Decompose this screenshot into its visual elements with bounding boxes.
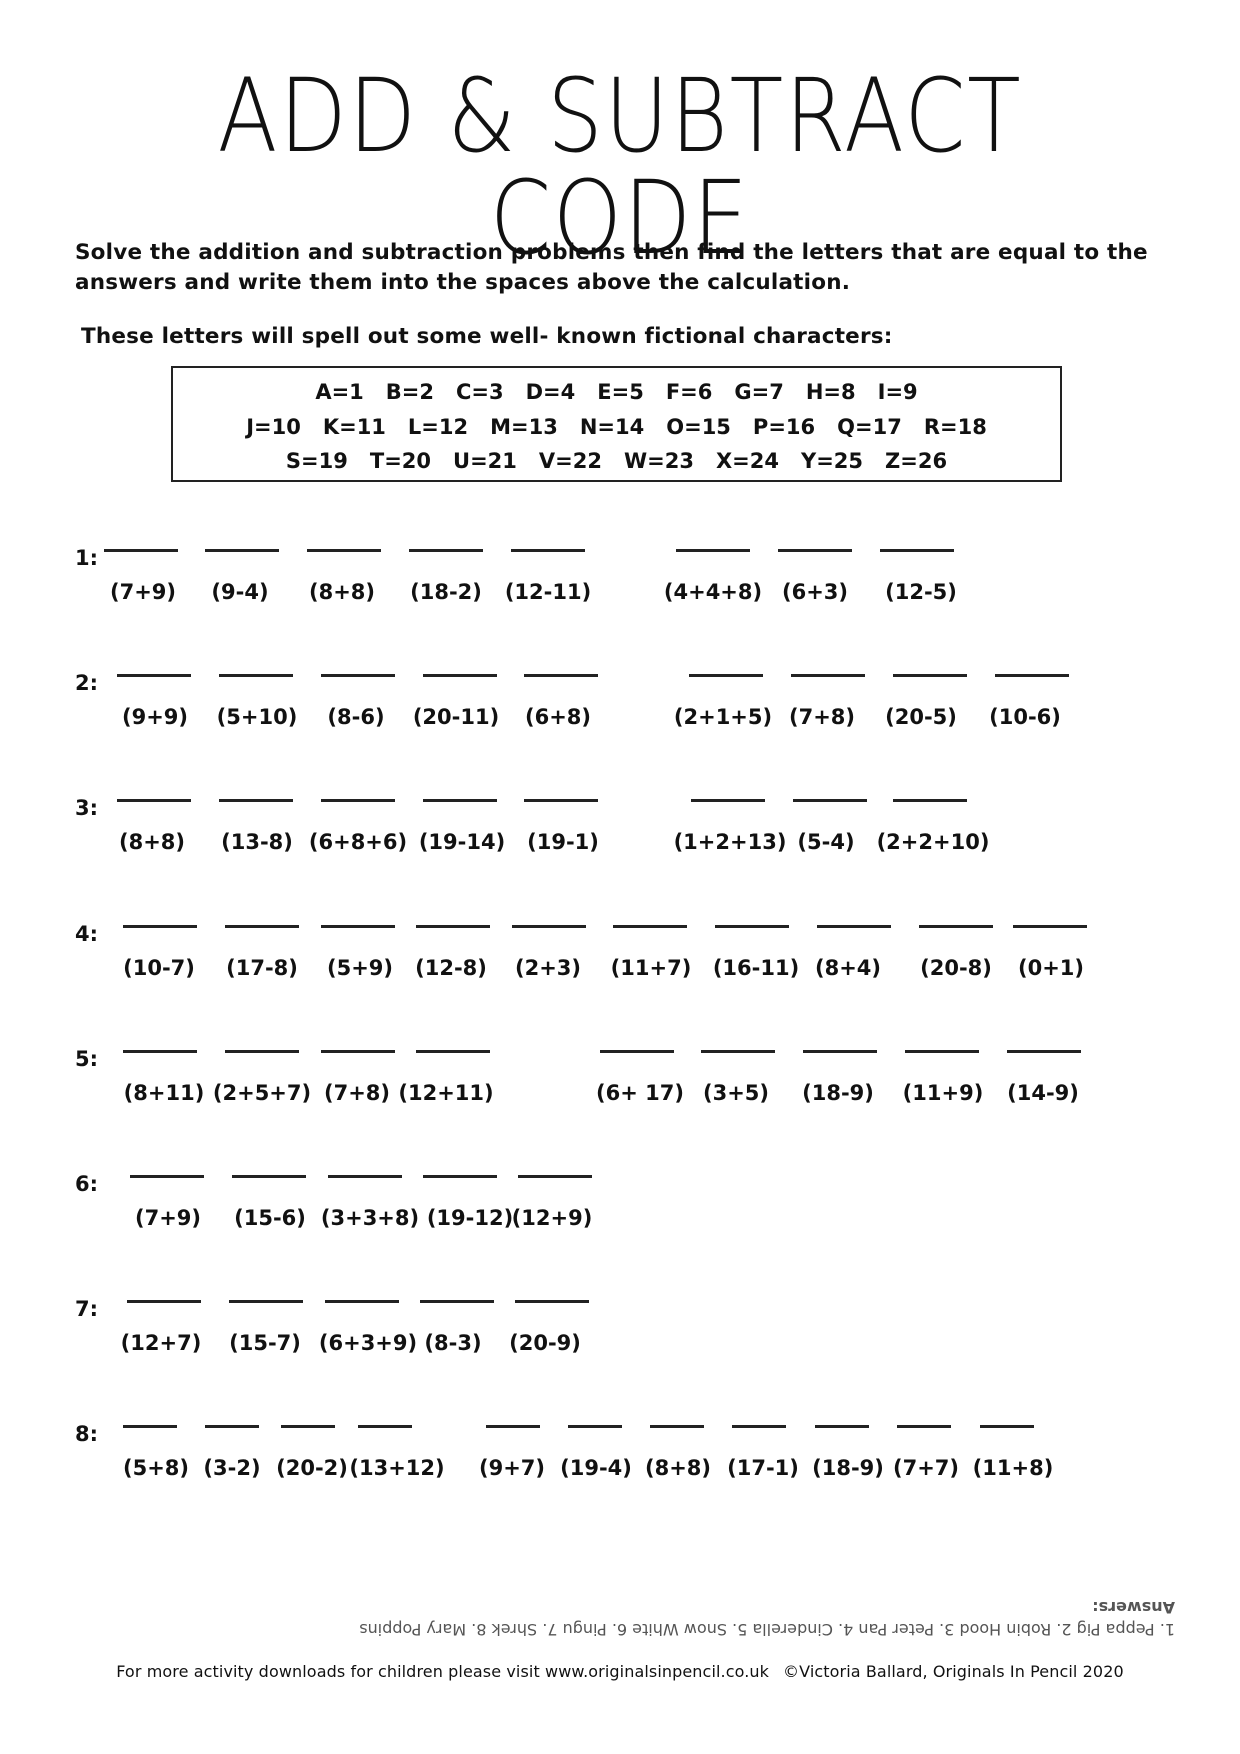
problem-number: 1: xyxy=(75,546,99,570)
calculation: (8+4) xyxy=(814,956,882,980)
answer-blank[interactable] xyxy=(321,925,395,928)
calculation: (7+8) xyxy=(323,1081,391,1105)
calculation: (19-12) xyxy=(426,1206,514,1230)
calculation: (12-11) xyxy=(504,580,592,604)
answer-blank[interactable] xyxy=(817,925,891,928)
key-entry: O=15 xyxy=(666,415,731,439)
calculation: (19-14) xyxy=(418,830,506,854)
calculation: (20-5) xyxy=(885,705,957,729)
answer-blank[interactable] xyxy=(995,674,1069,677)
answer-blank[interactable] xyxy=(281,1425,335,1428)
calculation: (1+2+13) xyxy=(673,830,787,854)
answers-upside-down xyxy=(220,1596,1175,1640)
calculation: (3+5) xyxy=(702,1081,770,1105)
answer-blank[interactable] xyxy=(104,549,178,552)
answer-blank[interactable] xyxy=(123,925,197,928)
key-entry: H=8 xyxy=(805,380,856,404)
calculation: (6+3) xyxy=(781,580,849,604)
answer-blank[interactable] xyxy=(893,799,967,802)
key-entry: I=9 xyxy=(877,380,918,404)
answer-blank[interactable] xyxy=(219,674,293,677)
answers-text: 1. Peppa Pig 2. Robin Hood 3. Peter Pan 4. Cinderella 5. Snow White 6. Pingu 7. Shrek 8. Mary Poppins xyxy=(359,1620,1175,1639)
footer-copyright: ©Victoria Ballard, Originals In Pencil 2020 xyxy=(783,1662,1124,1681)
problem-4 xyxy=(0,922,1240,1015)
key-entry: E=5 xyxy=(597,380,644,404)
calculation: (15-6) xyxy=(234,1206,306,1230)
calculation: (17-1) xyxy=(727,1456,799,1480)
answer-blank[interactable] xyxy=(486,1425,540,1428)
calculation: (13+12) xyxy=(349,1456,445,1480)
key-entry: A=1 xyxy=(315,380,364,404)
key-entry: C=3 xyxy=(456,380,504,404)
answer-blank[interactable] xyxy=(232,1175,306,1178)
calculation: (12+9) xyxy=(511,1206,593,1230)
calculation: (12-8) xyxy=(415,956,487,980)
key-entry: B=2 xyxy=(385,380,434,404)
calculation: (11+9) xyxy=(902,1081,984,1105)
worksheet-title: ADD & SUBTRACT CODE xyxy=(217,57,1023,278)
calculation: (7+7) xyxy=(892,1456,960,1480)
key-entry: S=19 xyxy=(285,449,348,473)
calculation: (5+10) xyxy=(216,705,298,729)
answer-blank[interactable] xyxy=(980,1425,1034,1428)
answer-blank[interactable] xyxy=(409,549,483,552)
calculation: (20-9) xyxy=(509,1331,581,1355)
calculation: (8-3) xyxy=(424,1331,482,1355)
answer-blank[interactable] xyxy=(650,1425,704,1428)
answer-blank[interactable] xyxy=(897,1425,951,1428)
calculation: (5+9) xyxy=(326,956,394,980)
calculation: (13-8) xyxy=(221,830,293,854)
answer-blank[interactable] xyxy=(328,1175,402,1178)
answer-blank[interactable] xyxy=(880,549,954,552)
problem-1 xyxy=(0,546,1240,639)
answer-blank[interactable] xyxy=(791,674,865,677)
calculation: (5-4) xyxy=(797,830,855,854)
key-entry: Z=26 xyxy=(885,449,948,473)
answer-blank[interactable] xyxy=(307,549,381,552)
key-row-2 xyxy=(173,412,1060,442)
calculation: (8-6) xyxy=(327,705,385,729)
problem-number: 2: xyxy=(75,671,99,695)
answer-blank[interactable] xyxy=(515,1300,589,1303)
calculation: (10-7) xyxy=(123,956,195,980)
answer-blank[interactable] xyxy=(524,799,598,802)
answer-blank[interactable] xyxy=(416,1050,490,1053)
calculation: (12+11) xyxy=(398,1081,494,1105)
answer-blank[interactable] xyxy=(321,674,395,677)
calculation: (8+11) xyxy=(123,1081,205,1105)
calculation: (12+7) xyxy=(120,1331,202,1355)
answer-blank[interactable] xyxy=(117,799,191,802)
key-entry: N=14 xyxy=(579,415,645,439)
calculation: (6+3+9) xyxy=(318,1331,418,1355)
answer-blank[interactable] xyxy=(905,1050,979,1053)
answer-blank[interactable] xyxy=(893,674,967,677)
answer-blank[interactable] xyxy=(803,1050,877,1053)
problem-3 xyxy=(0,796,1240,889)
answer-blank[interactable] xyxy=(1007,1050,1081,1053)
footer xyxy=(0,1661,1240,1683)
problem-2 xyxy=(0,671,1240,764)
calculation: (2+2+10) xyxy=(876,830,990,854)
calculation: (5+8) xyxy=(122,1456,190,1480)
key-entry: W=23 xyxy=(623,449,694,473)
calculation: (9+7) xyxy=(478,1456,546,1480)
answer-blank[interactable] xyxy=(127,1300,201,1303)
answer-blank[interactable] xyxy=(219,799,293,802)
calculation: (11+7) xyxy=(610,956,692,980)
key-entry: F=6 xyxy=(665,380,713,404)
answer-blank[interactable] xyxy=(423,674,497,677)
answer-blank[interactable] xyxy=(732,1425,786,1428)
answer-blank[interactable] xyxy=(676,549,750,552)
calculation: (18-2) xyxy=(410,580,482,604)
problem-number: 7: xyxy=(75,1297,99,1321)
calculation: (9-4) xyxy=(211,580,269,604)
answer-blank[interactable] xyxy=(689,674,763,677)
calculation: (8+8) xyxy=(308,580,376,604)
letter-key-box xyxy=(171,366,1062,482)
calculation: (8+8) xyxy=(644,1456,712,1480)
problem-7 xyxy=(0,1297,1240,1390)
answer-blank[interactable] xyxy=(511,549,585,552)
answer-blank[interactable] xyxy=(1013,925,1087,928)
answer-blank[interactable] xyxy=(416,925,490,928)
calculation: (20-2) xyxy=(276,1456,348,1480)
subheading: These letters will spell out some well- known fictional characters: xyxy=(81,324,893,349)
answer-blank[interactable] xyxy=(423,1175,497,1178)
answer-blank[interactable] xyxy=(358,1425,412,1428)
answer-blank[interactable] xyxy=(117,674,191,677)
calculation: (17-8) xyxy=(226,956,298,980)
problem-number: 5: xyxy=(75,1047,99,1071)
key-entry: M=13 xyxy=(490,415,558,439)
answer-blank[interactable] xyxy=(225,925,299,928)
answer-blank[interactable] xyxy=(321,799,395,802)
calculation: (10-6) xyxy=(989,705,1061,729)
calculation: (18-9) xyxy=(812,1456,884,1480)
key-row-1 xyxy=(173,377,1060,407)
answer-blank[interactable] xyxy=(123,1050,197,1053)
problem-number: 6: xyxy=(75,1172,99,1196)
calculation: (14-9) xyxy=(1007,1081,1079,1105)
calculation: (2+3) xyxy=(514,956,582,980)
calculation: (7+9) xyxy=(109,580,177,604)
calculation: (2+5+7) xyxy=(212,1081,312,1105)
calculation: (3+3+8) xyxy=(320,1206,420,1230)
key-entry: J=10 xyxy=(246,415,301,439)
answer-blank[interactable] xyxy=(518,1175,592,1178)
answer-blank[interactable] xyxy=(815,1425,869,1428)
key-entry: P=16 xyxy=(752,415,816,439)
calculation: (19-4) xyxy=(560,1456,632,1480)
answer-blank[interactable] xyxy=(919,925,993,928)
answer-blank[interactable] xyxy=(600,1050,674,1053)
key-entry: Q=17 xyxy=(837,415,902,439)
answer-blank[interactable] xyxy=(778,549,852,552)
answer-blank[interactable] xyxy=(691,799,765,802)
problem-number: 3: xyxy=(75,796,99,820)
answer-blank[interactable] xyxy=(524,674,598,677)
problem-number: 4: xyxy=(75,922,99,946)
calculation: (20-8) xyxy=(920,956,992,980)
calculation: (3-2) xyxy=(203,1456,261,1480)
calculation: (6+ 17) xyxy=(596,1081,684,1105)
key-row-3 xyxy=(173,446,1060,476)
answer-blank[interactable] xyxy=(420,1300,494,1303)
key-entry: D=4 xyxy=(525,380,576,404)
calculation: (8+8) xyxy=(118,830,186,854)
calculation: (16-11) xyxy=(712,956,800,980)
key-entry: G=7 xyxy=(734,380,784,404)
calculation: (18-9) xyxy=(802,1081,874,1105)
answer-blank[interactable] xyxy=(229,1300,303,1303)
answer-blank[interactable] xyxy=(130,1175,204,1178)
key-entry: V=22 xyxy=(538,449,602,473)
answer-blank[interactable] xyxy=(205,1425,259,1428)
answer-blank[interactable] xyxy=(793,799,867,802)
answer-blank[interactable] xyxy=(423,799,497,802)
answer-blank[interactable] xyxy=(512,925,586,928)
problem-6 xyxy=(0,1172,1240,1265)
answer-blank[interactable] xyxy=(701,1050,775,1053)
answer-blank[interactable] xyxy=(205,549,279,552)
answer-blank[interactable] xyxy=(123,1425,177,1428)
calculation: (2+1+5) xyxy=(673,705,773,729)
problem-number: 8: xyxy=(75,1422,99,1446)
answer-blank[interactable] xyxy=(325,1300,399,1303)
calculation: (20-11) xyxy=(412,705,500,729)
key-entry: Y=25 xyxy=(800,449,864,473)
footer-visit: For more activity downloads for children please visit www.originalsinpencil.co.uk xyxy=(116,1662,770,1681)
key-entry: R=18 xyxy=(923,415,987,439)
calculation: (7+9) xyxy=(134,1206,202,1230)
calculation: (4+4+8) xyxy=(663,580,763,604)
answer-blank[interactable] xyxy=(321,1050,395,1053)
problem-5 xyxy=(0,1047,1240,1140)
calculation: (9+9) xyxy=(121,705,189,729)
problem-8 xyxy=(0,1422,1240,1515)
answer-blank[interactable] xyxy=(613,925,687,928)
answer-blank[interactable] xyxy=(715,925,789,928)
calculation: (6+8) xyxy=(524,705,592,729)
key-entry: K=11 xyxy=(322,415,386,439)
key-entry: T=20 xyxy=(369,449,432,473)
key-entry: L=12 xyxy=(407,415,469,439)
calculation: (0+1) xyxy=(1017,956,1085,980)
calculation: (7+8) xyxy=(788,705,856,729)
key-entry: X=24 xyxy=(715,449,779,473)
calculation: (12-5) xyxy=(885,580,957,604)
calculation: (6+8+6) xyxy=(308,830,408,854)
answer-blank[interactable] xyxy=(568,1425,622,1428)
instructions: Solve the addition and subtraction problems then find the letters that are equal to the answers and write them into the spaces above the calculation. xyxy=(75,240,1148,295)
calculation: (19-1) xyxy=(527,830,599,854)
answer-blank[interactable] xyxy=(225,1050,299,1053)
calculation: (15-7) xyxy=(229,1331,301,1355)
calculation: (11+8) xyxy=(972,1456,1054,1480)
answers-label: Answers: xyxy=(1092,1598,1175,1617)
key-entry: U=21 xyxy=(453,449,517,473)
